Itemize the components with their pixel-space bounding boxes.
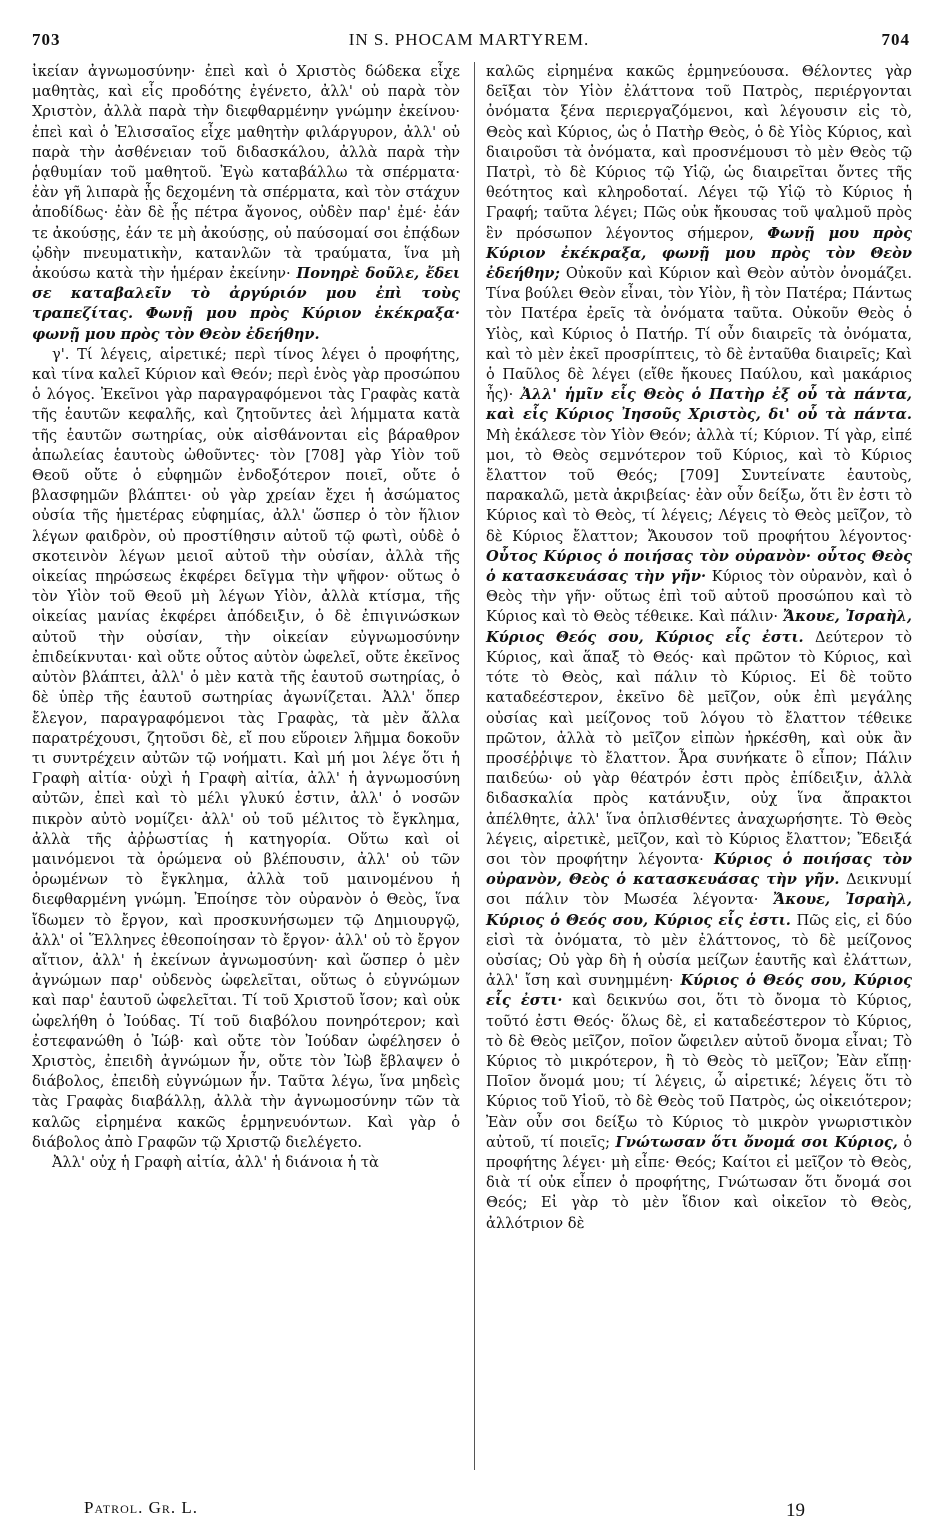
right-column	[486, 62, 912, 1234]
body-text: γ'. Τί λέγεις, αἱρετικέ; περὶ τίνος λέγει ὁ προφήτης, καὶ τίνα καλεῖ Κύριον καὶ Θεόν; περὶ ἑνὸς γὰρ προσώπου ὁ λόγος. Ἐκεῖνοι γὰρ παραγραφόμενοι τὰς Γραφὰς κατὰ τῆς ἑαυτῶν κεφαλῆς, καὶ ζητοῦντες ἀεὶ λήμματα κατὰ τῆς ἑαυτῶν σωτηρίας, οὐκ αἰσθάνονται εἰς βάραθρον ἀπωλείας ἑαυτοὺς ὠθοῦντες· τὸν [708] γὰρ Υἱὸν τοῦ Θεοῦ οὔτε ὁ εὐφημῶν ἐνδοξότερον ποιεῖ, οὔτε ὁ βλασφημῶν βλάπτει· οὐ γὰρ χρείαν ἔχει ἡ ἀσώματος οὐσία τῆς ἡμετέρας εὐφημίας, ἀλλ' ὥσπερ ὁ τὸν ἥλιον λέγων φαιδρὸν, οὐ προστίθησιν αὐτοῦ τῷ φωτὶ, οὐδὲ ὁ σκοτεινὸν λέγων μειοῖ αὐτοῦ τὴν οὐσίαν, ἀλλὰ τῆς οἰκείας πηρώσεως ἐκφέρει δεῖγμα τὴν ψῆφον· οὕτως ὁ τὸν Υἱὸν τοῦ Θεοῦ μὴ λέγων Υἱὸν, ἀλλὰ κτίσμα, τῆς οἰκείας μανίας ἐκφέρει ἀπόδειξιν, ὁ δὲ ἐπιγινώσκων αὐτοῦ τὴν οὐσίαν, τὴν οἰκείαν εὐγνωμοσύνην ἐπιδείκνυται· καὶ οὔτε οὗτος αὐτὸν ὠφελεῖ, οὔτε ἐκεῖνος αὐτὸν βλάπτει, ἀλλ' ὁ μὲν κατὰ τῆς ἑαυτοῦ σωτηρίας, ὁ δὲ ὑπὲρ τῆς ἑαυτοῦ σωτηρίας ἀγωνίζεται. Ἀλλ' ὅπερ ἔλεγον, παραγραφόμενοι τὰς Γραφὰς, τὰ μὲν ἄλλα παρατρέχουσι, ζητοῦσι δὲ, εἴ που εὕροιεν λῆμμα δοκοῦν τι συντρέχειν αὐτῶν τῷ νοήματι. Καὶ μή μοι λέγε ὅτι ἡ Γραφὴ αἰτία· οὐχὶ ἡ Γραφὴ αἰτία, ἀλλ' ἡ ἀγνωμοσύνη αὐτῶν, ἐπεὶ καὶ τὸ μέλι γλυκύ ἐστιν, ἀλλ' ὁ νοσῶν πικρὸν αὐτὸ νομίζει· ἀλλ' οὐ τοῦ μέλιτος τὸ ἔγκλημα, ἀλλὰ τῆς ἀῤῥωστίας ἡ κατηγορία. Οὕτω καὶ οἱ μαινόμενοι τὰ ὁρώμενα οὐ βλέπουσιν, ἀλλ' οὐ τῶν ὁρωμένων τὸ ἔγκλημα, ἀλλὰ τοῦ μαινομένου ἡ διεφθαρμένη γνώμη. Ἐποίησε τὸν οὐρανὸν ὁ Θεὸς, ἵνα ἴδωμεν τὸ ἔργον, καὶ προσκυνήσωμεν τῷ Δημιουργῷ, ἀλλ' οἱ Ἕλληνες ἐθεοποίησαν τὸ ἔργον· ἀλλ' οὐ τὸ ἔργον αἴτιον, ἀλλ' ἡ ἐκείνων ἀγνωμοσύνη· καὶ ὥσπερ ὁ μὲν ἀγνώμων παρ' οὐδενὸς ὠφελεῖται, οὕτως ὁ εὐγνώμων καὶ παρ' ἑαυτοῦ ὠφελεῖται. Τί τοῦ Χριστοῦ ἴσον; καὶ οὐκ ὠφελήθη ὁ Ἰούδας. Τί τοῦ διαβόλου πονηρότερον; καὶ ἐστεφανώθη ὁ Ἰώβ· καὶ οὔτε τὸν Ἰούδαν ὠφέλησεν ὁ Χριστὸς, ἐπειδὴ ἀγνώμων ἦν, οὔτε τὸν Ἰὼβ ἔβλαψεν ὁ διάβολος, ἐπειδὴ εὐγνώμων ἦν. Ταῦτα λέγω, ἵνα μηδεὶς τὰς Γραφὰς διαβάλλῃ, ἀλλὰ τὴν ἀγνωμοσύνην τῶν τὰ καλῶς εἰρημένα κακῶς ἑρμηνευόντων. Καὶ γὰρ ὁ διάβολος ἀπὸ Γραφῶν τῷ Χριστῷ διελέγετο.	[32, 345, 460, 1151]
paragraph	[32, 1153, 460, 1173]
body-text: καὶ δεικνύω σοι, ὅτι τὸ ὄνομα τὸ Κύριος, τοῦτό ἐστι Θεός· ὅλως δὲ, εἰ καταδεέστερον τὸ Κύριος, τὸ δὲ Θεὸς μεῖζον, ποῖον ὤφειλεν αὐτοῦ ὄνομα εἶναι; Τὸ Κύριος τὸ μικρότερον, ἢ τὸ Θεὸς τὸ μεῖζον; Ἐὰν εἴπῃ· Ποῖον ὄνομά μου; τί λέγεις, ὦ αἱρετικέ; λέγεις ὅτι τὸ Κύριος τοῦ Υἱοῦ, τὸ δὲ Θεὸς τοῦ Πατρὸς, ὡς οἰκειότερον; Ἐὰν οὖν σοι δείξω τὸ Κύριος τὸ μικρὸν γνωριστικὸν αὐτοῦ, τί ποιεῖς;	[486, 992, 913, 1151]
paragraph	[32, 62, 460, 345]
page-number-left: 703	[32, 30, 61, 49]
signature-number: 19	[786, 1500, 805, 1521]
column-divider	[474, 62, 475, 1470]
scripture-quote: Ἄκουε, Ἰσραὴλ, Κύριος ὁ Θεός σου, Κύριος εἷς ἐστι.	[486, 891, 912, 929]
running-header	[20, 30, 918, 56]
scripture-quote: Ἄκουε, Ἰσραὴλ, Κύριος Θεός σου, Κύριος εἷς ἐστι.	[486, 608, 912, 646]
body-text: καλῶς εἰρημένα κακῶς ἑρμηνεύουσα. Θέλοντες γὰρ δεῖξαι τὸν Υἱὸν ἐλάττονα τοῦ Πατρὸς, περιέργονται ὀνόματα ξένα περιεργαζόμενοι, καὶ λέγουσιν εἰς τὸ, Θεὸς καὶ Κύριος, ὡς ὁ Πατὴρ Θεὸς, ὁ δὲ Υἱὸς Κύριος, καὶ διαιροῦσι τὰ ὀνόματα, καὶ προσνέμουσι τὸ μὲν Θεὸς τῷ Πατρὶ, τὸ δὲ Κύριος τῷ Υἱῷ, ὡς διαιρεῖται ὄντες τῆς θεότητος καὶ κληροδοταί. Λέγει τῷ Υἱῷ τὸ Κύριος ἡ Γραφή; ταῦτα λέγει; Πῶς οὐκ ἤκουσας τοῦ ψαλμοῦ πρὸς ἓν πρόσωπον λέγοντος σήμερον,	[486, 63, 912, 242]
body-text: Οὐκοῦν καὶ Κύριον καὶ Θεὸν αὐτὸν ὀνομάζει. Τίνα βούλει Θεὸν εἶναι, τὸν Υἱὸν, ἢ τὸν Πατέρα; Πάντως τὸν Πατέρα ἐρεῖς τὰ ὀνόματα ταῦτα. Οὐκοῦν Θεὸς ὁ Υἱὸς, καὶ Κύριος ὁ Πατήρ. Τί οὖν διαιρεῖς τὰ ὀνόματα, καὶ τὸ μὲν ἐκεῖ προσρίπτεις, τὸ δὲ ἐνταῦθα διαιρεῖς; Καὶ ὁ Παῦλος δὲ λέγει (εἴθε ἤκουες Παύλου, καὶ μακάριος ἦς)·	[486, 265, 912, 404]
scripture-quote: Φωνῇ μου πρὸς Κύριον ἐκέκραξα, φωνῇ μου πρὸς τὸν Θεὸν ἐδεήθην;	[486, 224, 912, 283]
scripture-quote: Ἀλλ' ἡμῖν εἷς Θεὸς ὁ Πατὴρ ἐξ οὗ τὰ πάντα, καὶ εἷς Κύριος Ἰησοῦς Χριστὸς, δι' οὗ τὰ πάντα.	[486, 386, 913, 424]
body-text: Ἀλλ' οὐχ ἡ Γραφὴ αἰτία, ἀλλ' ἡ διάνοια ἡ τὰ	[52, 1153, 379, 1171]
body-text: Πῶς εἰς, εἰ δύο εἰσὶ τὰ ὀνόματα, τὸ μὲν ἐλάττονος, τὸ δὲ μείζονος οὐσίας; Οὐ γὰρ δὴ ἡ οὐσία μείζων ἑαυτῆς καὶ ἐλάττων, ἀλλ' ἴση καὶ συνημμένη·	[486, 911, 913, 990]
scripture-quote: Φωνῇ μου πρὸς Κύριον ἐκέκραξα· φωνῇ μου πρὸς τὸν Θεὸν ἐδεήθην.	[32, 305, 460, 343]
left-column	[32, 62, 460, 1173]
body-text: Δεύτερον τὸ Κύριος, καὶ ἅπαξ τὸ Θεός· καὶ πρῶτον τὸ Κύριος, καὶ τότε τὸ Θεὸς, καὶ πάλιν τὸ Κύριος. Εἰ δὲ τοῦτο καταδεέστερον, ἐκεῖνο δὲ μεῖζον, οὐκ ἐπὶ μεγάλης οὐσίας καὶ μείζονος τοῦ λόγου τὸ ἔλαττον τέθεικε πρῶτον, ἀλλὰ τὸ μεῖζον εἰπὼν ἠρκέσθη, καὶ οὐκ ἂν προσέῤῥιψε τὸ ἔλαττον. Ἆρα συνήκατε ὃ εἶπον; Πάλιν παιδεύω· οὐ γὰρ θέατρόν ἐστι πρὸς ἐπίδειξιν, ἀλλὰ διδασκαλία πρὸς κατάνυξιν, οὐχ ἵνα ἄπρακτοι ἀπέλθητε, ἀλλ' ἵνα ὁπλισθέντες ἀναχωρήσητε. Τὸ Θεὸς λέγεις, αἱρετικὲ, μεῖζον, καὶ τὸ Κύριος ἔλαττον; Ἔδειξά σοι τὸν προφήτην λέγοντα·	[486, 628, 912, 868]
body-text: Μὴ ἐκάλεσε τὸν Υἱὸν Θεόν; ἀλλὰ τί; Κύριον. Τί γὰρ, εἰπέ μοι, τὸ Θεὸς σεμνότερον τοῦ Κύριος, καὶ τὸ Κύριος ἔλαττον τοῦ Θεός; [709] Συντείνατε ἑαυτοὺς, παρακαλῶ, μετὰ ἀκριβείας· ἐὰν οὖν δείξω, ὅτι ἓν ἐστι τὸ Κύριος καὶ τὸ Θεὸς, τί λέγεις; Λέγεις τὸ Θεὸς μεῖζον, τὸ δὲ Κύριος ἔλαττον; Ἄκουσον τοῦ προφήτου λέγοντος·	[486, 426, 912, 545]
running-title: IN S. PHOCAM MARTYREM.	[348, 30, 590, 49]
scripture-quote: Οὗτος Κύριος ὁ ποιήσας τὸν οὐρανὸν· οὗτος Θεὸς ὁ κατασκευάσας τὴν γῆν·	[486, 547, 912, 586]
body-text: Κύριος τὸν οὐρανὸν, καὶ ὁ Θεὸς τὴν γῆν· οὕτως ἐπὶ τοῦ αὐτοῦ προσώπου καὶ τὸ Κύριος καὶ τὸ Θεὸς τέθεικε. Καὶ πάλιν·	[486, 568, 912, 626]
scripture-quote: Γνώτωσαν ὅτι ὄνομά σοι Κύριος,	[615, 1133, 898, 1151]
body-text: Δεικνυμί σοι πάλιν τὸν Μωσέα λέγοντα·	[486, 871, 913, 909]
page-number-right: 704	[881, 30, 910, 49]
signature-mark: Patrol. Gr. L.	[84, 1498, 199, 1517]
paragraph	[32, 345, 460, 1153]
body-text: ὁ προφήτης λέγει· μὴ εἶπε· Θεός; Καίτοι εἰ μεῖζον τὸ Θεὸς, διὰ τί οὐκ εἶπεν ὁ προφήτης, Γνώτωσαν ὅτι ὄνομά σοι Θεός; Εἰ γὰρ τὸ μὲν ἴδιον καὶ οἰκεῖον τὸ Θεὸς, ἀλλότριον δὲ	[486, 1133, 913, 1232]
paragraph	[486, 62, 912, 1234]
body-text: ἰκείαν ἀγνωμοσύνην· ἐπεὶ καὶ ὁ Χριστὸς δώδεκα εἶχε μαθητὰς, καὶ εἷς προδότης ἐγένετο, ἀλλ' οὐ παρὰ τὸν Χριστὸν, ἀλλὰ παρὰ τὴν διεφθαρμένην γνώμην ἐκείνου· ἐπεὶ καὶ ὁ Ἐλισσαῖος εἶχε μαθητὴν φιλάργυρον, ἀλλ' οὐ παρὰ τὴν ἀσθένειαν τοῦ διδασκάλου, ἀλλὰ παρὰ τὴν ῥᾳθυμίαν τοῦ μαθητοῦ. Ἐγὼ καταβάλλω τὰ σπέρματα· ἐὰν γῆ λιπαρὰ ᾖς δεχομένη τὰ σπέρματα, καὶ τὸν στάχυν ἀποδίδως· ἐὰν δὲ ᾖς πέτρα ἄγονος, οὐδὲν παρ' ἐμέ· ἐάν τε ἀκούσῃς, ἐάν τε μὴ ἀκούσῃς, οὐ παύσομαί σοι ἐπᾴδων ᾠδὴν πνευματικὴν, κατανλῶν τὰ τραύματα, ἵνα μὴ ἀκούσω κατὰ τὴν ἡμέραν ἐκείνην·	[32, 63, 460, 283]
scripture-quote: Κύριος ὁ Θεός σου, Κύριος εἷς ἐστι·	[486, 972, 913, 1010]
scripture-quote: Πονηρὲ δοῦλε, ἔδει σε καταβαλεῖν τὸ ἀργύριόν μου ἐπὶ τοὺς τραπεζίτας.	[32, 265, 461, 323]
scripture-quote: Κύριος ὁ ποιήσας τὸν οὐρανὸν, Θεὸς ὁ κατασκευάσας τὴν γῆν.	[486, 850, 912, 889]
